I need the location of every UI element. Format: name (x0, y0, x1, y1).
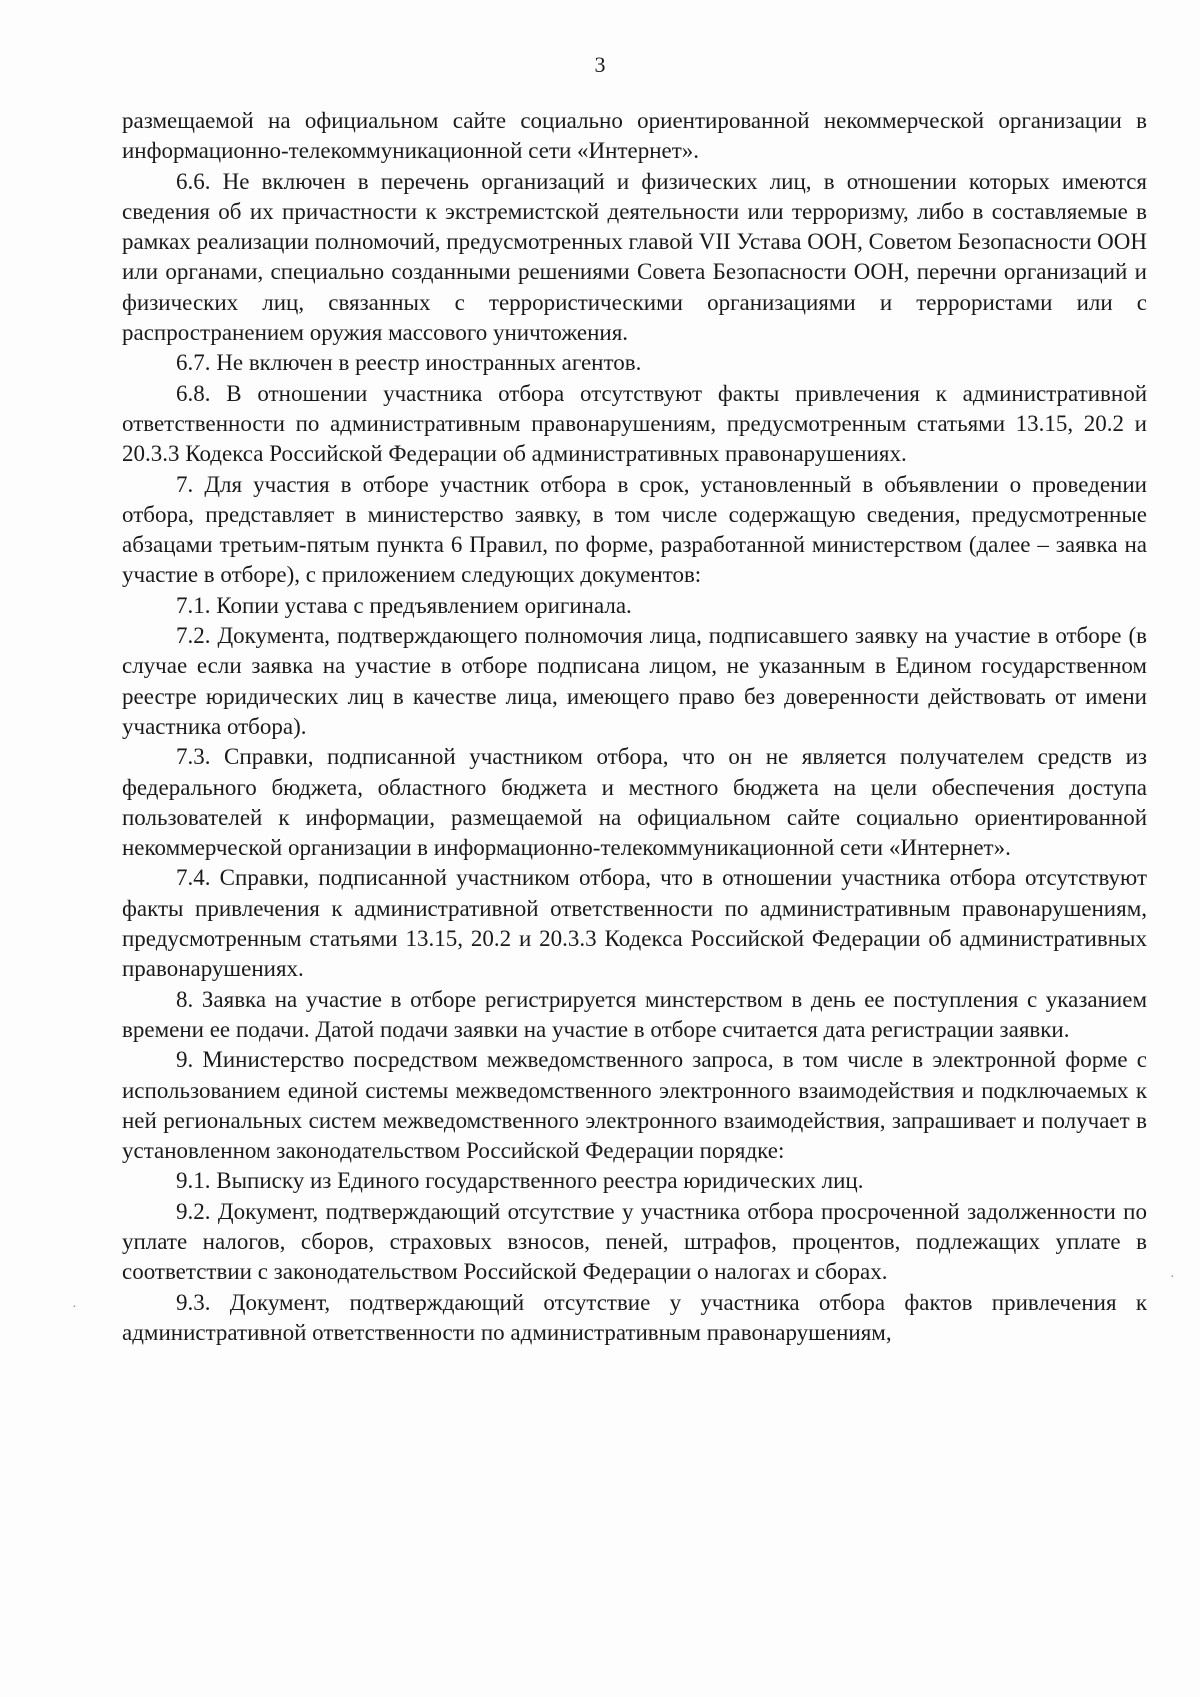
paragraph-7-2: 7.2. Документа, подтверждающего полномочия лица, подписавшего заявку на участие в отборе (в случае если заявка на участие в отборе подписана лицом, не указанным в Едином государственном реестре юридических лиц в качестве лица, имеющего право без доверенности действовать от имени участника отбора). (122, 623, 1147, 739)
paragraph-9-2: 9.2. Документ, подтверждающий отсутствие у участника отбора просроченной задолженности по уплате налогов, сборов, страховых взносов, пеней, штрафов, процентов, подлежащих уплате в соответствии с законодательством Российской Федерации о налогах и сборах. (122, 1198, 1147, 1285)
paragraph-7-3: 7.3. Справки, подписанной участником отбора, что он не является получателем средств из федерального бюджета, областного бюджета и местного бюджета на цели обеспечения доступа пользователей к информации, размещаемой на официальном сайте социально ориентированной некоммерческой организации в информационно-телекоммуникационной сети «Интернет». (122, 744, 1147, 861)
paragraph-9-3: 9.3. Документ, подтверждающий отсутствие у участника отбора фактов привлечения к административной ответственности по административным правонарушениям, (122, 1289, 1147, 1345)
paragraph-7: 7. Для участия в отборе участник отбора в срок, установленный в объявлении о проведении отбора, представляет в министерство заявку, в том числе содержащую сведения, предусмотренные абзацами третьим-пятым пункта 6 Правил, по форме, разработанной министерством (далее – заявка на участие в отборе), с приложением следующих документов: (122, 471, 1147, 588)
paragraph-6-7: 6.7. Не включен в реестр иностранных агентов. (176, 350, 642, 376)
paragraph-6-6: 6.6. Не включен в перечень организаций и физических лиц, в отношении которых имеются сведения об их причастности к экстремистской деятельности или терроризму, либо в составляемые в рамках реализации полномочий, предусмотренных главой VII Устава ООН, Советом Безопасности ООН или органами, специально созданными решениями Совета Безопасности ООН, перечни организаций и физических лиц, связанных с террористическими организациями и террористами или с распространением оружия массового уничтожения. (122, 168, 1147, 346)
paragraph-continuation: размещаемой на официальном сайте социально ориентированной некоммерческой организации в информационно-телекоммуникационной сети «Интернет». (122, 108, 1147, 164)
paragraph-9: 9. Министерство посредством межведомственного запроса, в том числе в электронной форме с использованием единой системы межведомственного электронного взаимодействия и подключаемых к ней региональных систем межведомственного электронного взаимодействия, запрашивает и получает в установленном законодательством Российской Федерации порядке: (122, 1047, 1147, 1164)
scan-artifact-dot: · (72, 1300, 77, 1315)
page-number: 3 (594, 52, 606, 77)
paragraph-6-8: 6.8. В отношении участника отбора отсутствуют факты привлечения к административной ответственности по административным правонарушениям, предусмотренным статьями 13.15, 20.2 и 20.3.3 Кодекса Российской Федерации об административных правонарушениях. (122, 380, 1147, 467)
paragraph-8: 8. Заявка на участие в отборе регистрируется минстерством в день ее поступления с указанием времени ее подачи. Датой подачи заявки на участие в отборе считается дата регистрации заявки. (122, 986, 1147, 1042)
paragraph-7-4: 7.4. Справки, подписанной участником отбора, что в отношении участника отбора отсутствуют факты привлечения к административной ответственности по административным правонарушениям, предусмотренным статьями 13.15, 20.2 и 20.3.3 Кодекса Российской Федерации об административных правонарушениях. (122, 865, 1147, 982)
scan-artifact-dot: · (1170, 1270, 1175, 1285)
document-body (122, 106, 1147, 1348)
paragraph-9-1: 9.1. Выписку из Единого государственного реестра юридических лиц. (176, 1168, 864, 1194)
paragraph-7-1: 7.1. Копии устава с предъявлением оригинала. (176, 592, 632, 618)
